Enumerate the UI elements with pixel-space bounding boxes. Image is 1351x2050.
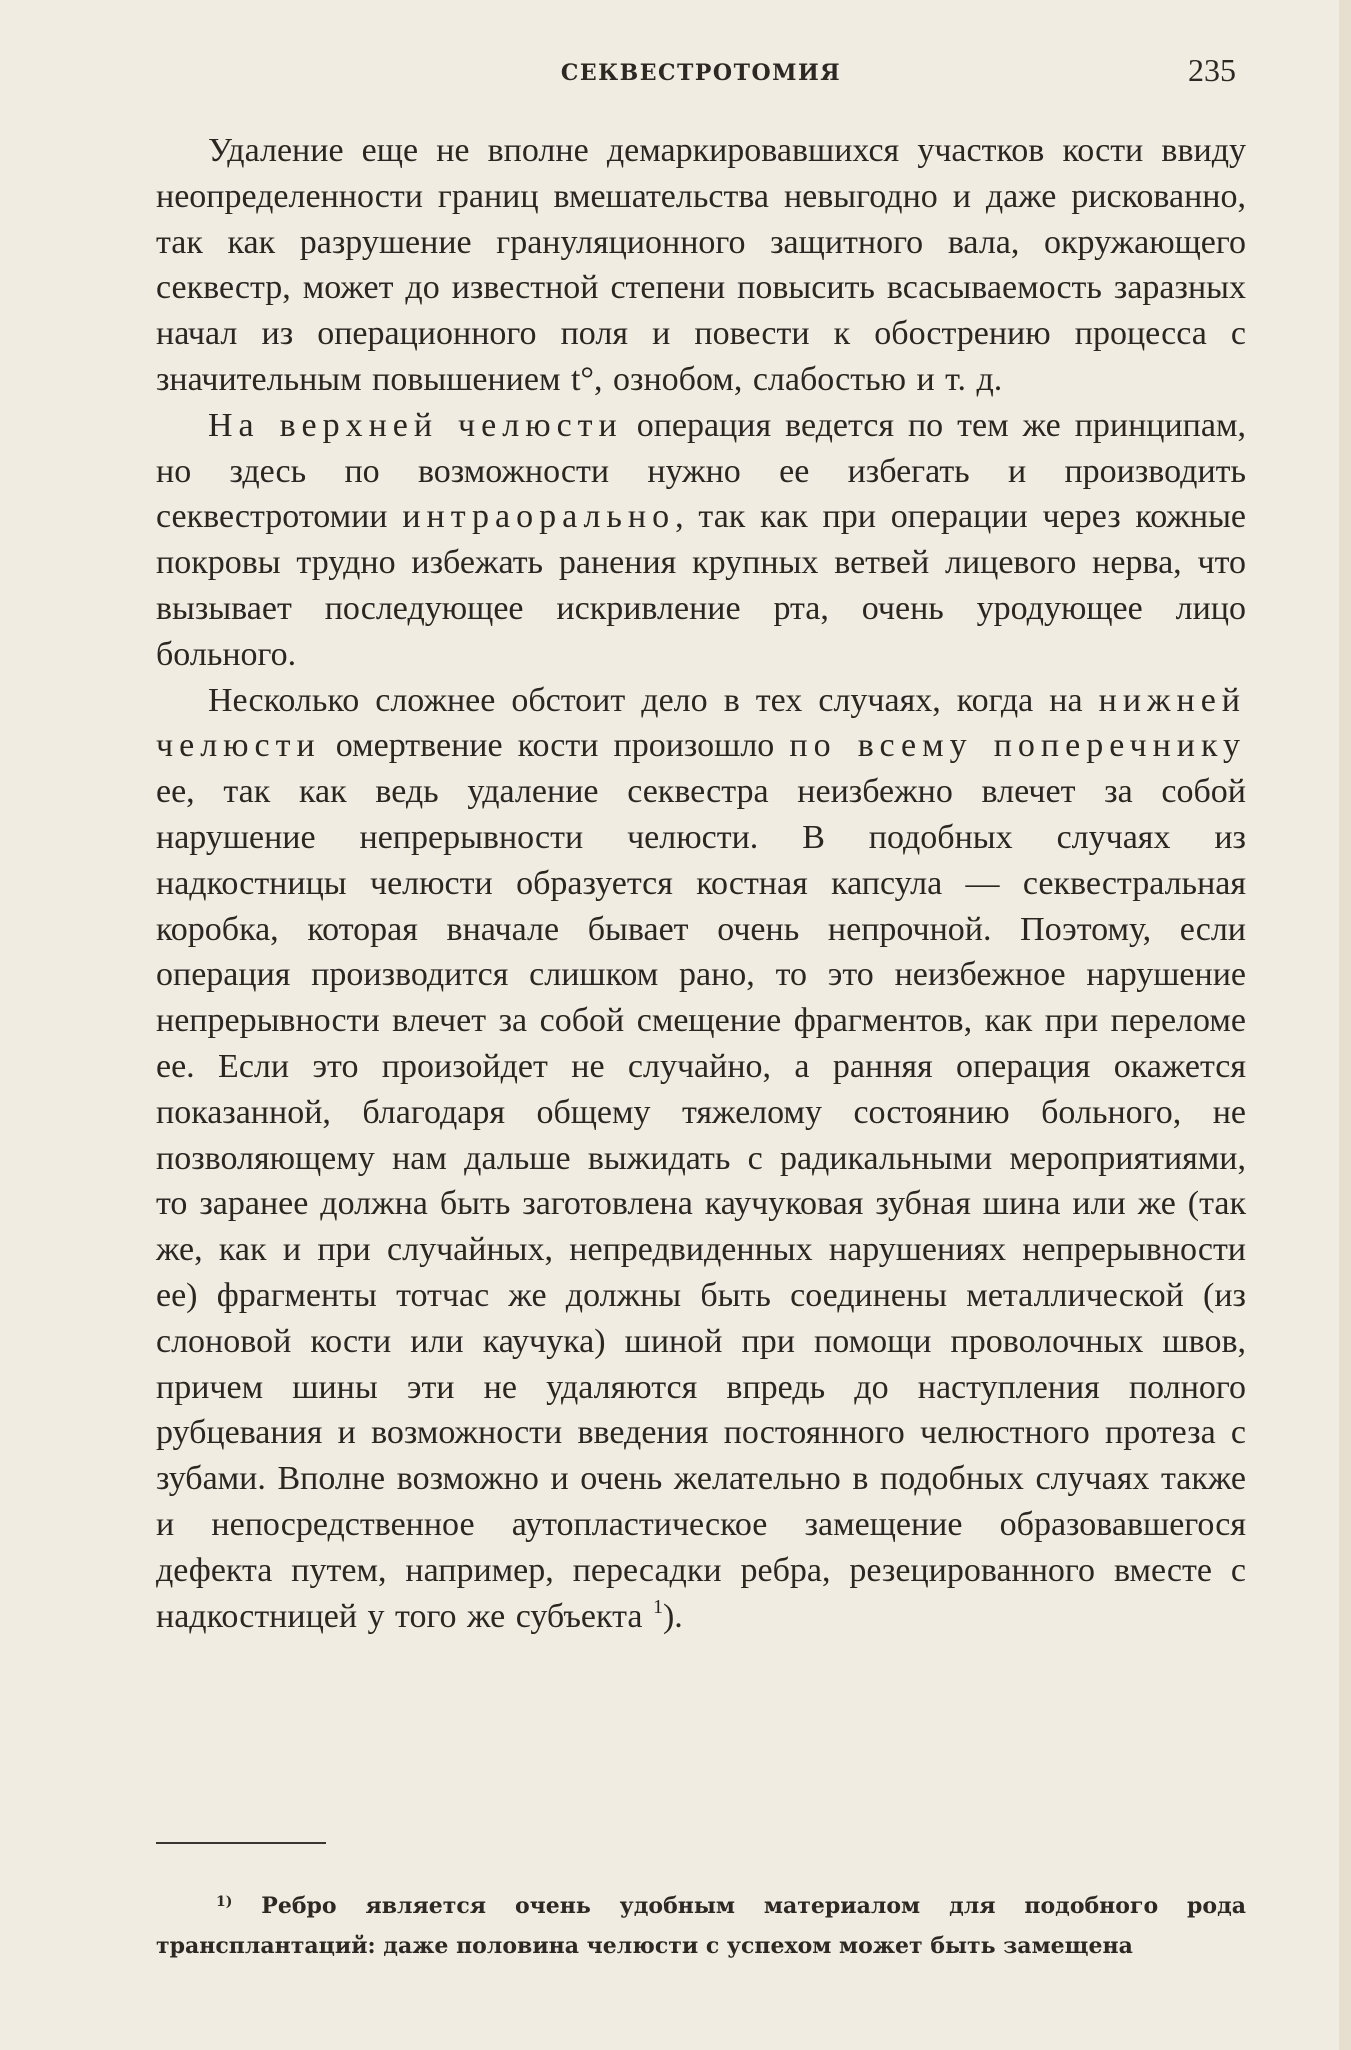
paragraph-text: , так как при операции через кожные покровы трудно избежать ранения крупных ветвей лицевого нерва, что вызывает последующее искривление рта, очень уродующее лицо больного. [156, 498, 1247, 673]
footnote-text: Ребро является очень удобным материалом для подобного рода трансплантаций: даже половина челюсти с успехом может быть замещена [156, 1893, 1246, 1959]
paragraph-3 [156, 678, 1246, 1640]
footnote [156, 1886, 1246, 1966]
footnote-marker: 1) [216, 1894, 233, 1910]
emphasis-upper-jaw: На верхней челюсти [208, 406, 623, 444]
paragraph-text: ее, так как ведь удаление секвестра неизбежно влечет за собой нарушение непрерывности челюсти. В подобных случаях из надкостницы челюсти образуется костная капсула — секвестральная коробка, которая вначале бывает очень непрочной. Поэтому, если операция производится слишком рано, то это неизбежное нарушение непрерывности влечет за собой смещение фрагментов, как при переломе ее. Если это произойдет не случайно, а ранняя операция окажется показанной, благодаря общему тяжелому состоянию больного, не позволяющему нам дальше выжидать с радикальными мероприятиями, то заранее должна быть заготовлена каучуковая зубная шина или же (так же, как и при случайных, непредвиденных нарушениях непрерывности ее) фрагменты тотчас же должны быть соединены металлической (из слоновой кости или каучука) шиной при помощи проволочных швов, причем шины эти не удаляются впредь до наступления полного рубцевания и возможности введения постоянного челюстного протеза с зубами. Вполне возможно и очень желательно в подобных случаях также и непосредственное аутопластическое замещение образовавшегося дефекта путем, например, пересадки ребра, резецированного вместе с надкостницей у того же субъекта [156, 773, 1246, 1635]
emphasis-intraoral: интраорально [402, 498, 676, 536]
emphasis-whole-diameter: по всему поперечнику [789, 727, 1246, 765]
emphasis-lower-jaw: нижней челюсти [156, 681, 1246, 765]
footnote-reference: 1 [652, 1595, 663, 1618]
footnote-text-block [156, 1886, 1246, 1966]
paragraph-text: Несколько сложнее обстоит дело в тех случаях, когда на [208, 681, 1099, 719]
footnote-rule [156, 1842, 326, 1844]
running-head: СЕКВЕСТРОТОМИЯ [560, 60, 842, 86]
paragraph-text: операция ведется по тем же принципам, но здесь по возможности нужно ее избегать и производить секвестротомии [156, 406, 1246, 536]
page-header [156, 52, 1246, 96]
paragraph-text: Удаление еще не вполне демаркировавшихся участков кости ввиду неопределенности границ вмешательства невыгодно и даже рискованно, так как разрушение грануляционного защитного вала, окружающего секвестр, может до известной степени повысить всасываемость заразных начал из операционного поля и повести к обострению процесса с значительным повышением t°, ознобом, слабостью и т. д. [156, 132, 1246, 398]
paragraph-text: ). [662, 1597, 683, 1635]
paragraph-2 [156, 403, 1246, 678]
paragraph-text: омертвение кости произошло [320, 727, 790, 765]
body-text [156, 128, 1246, 1639]
paragraph-1 [156, 128, 1246, 403]
page-number: 235 [1188, 52, 1236, 88]
